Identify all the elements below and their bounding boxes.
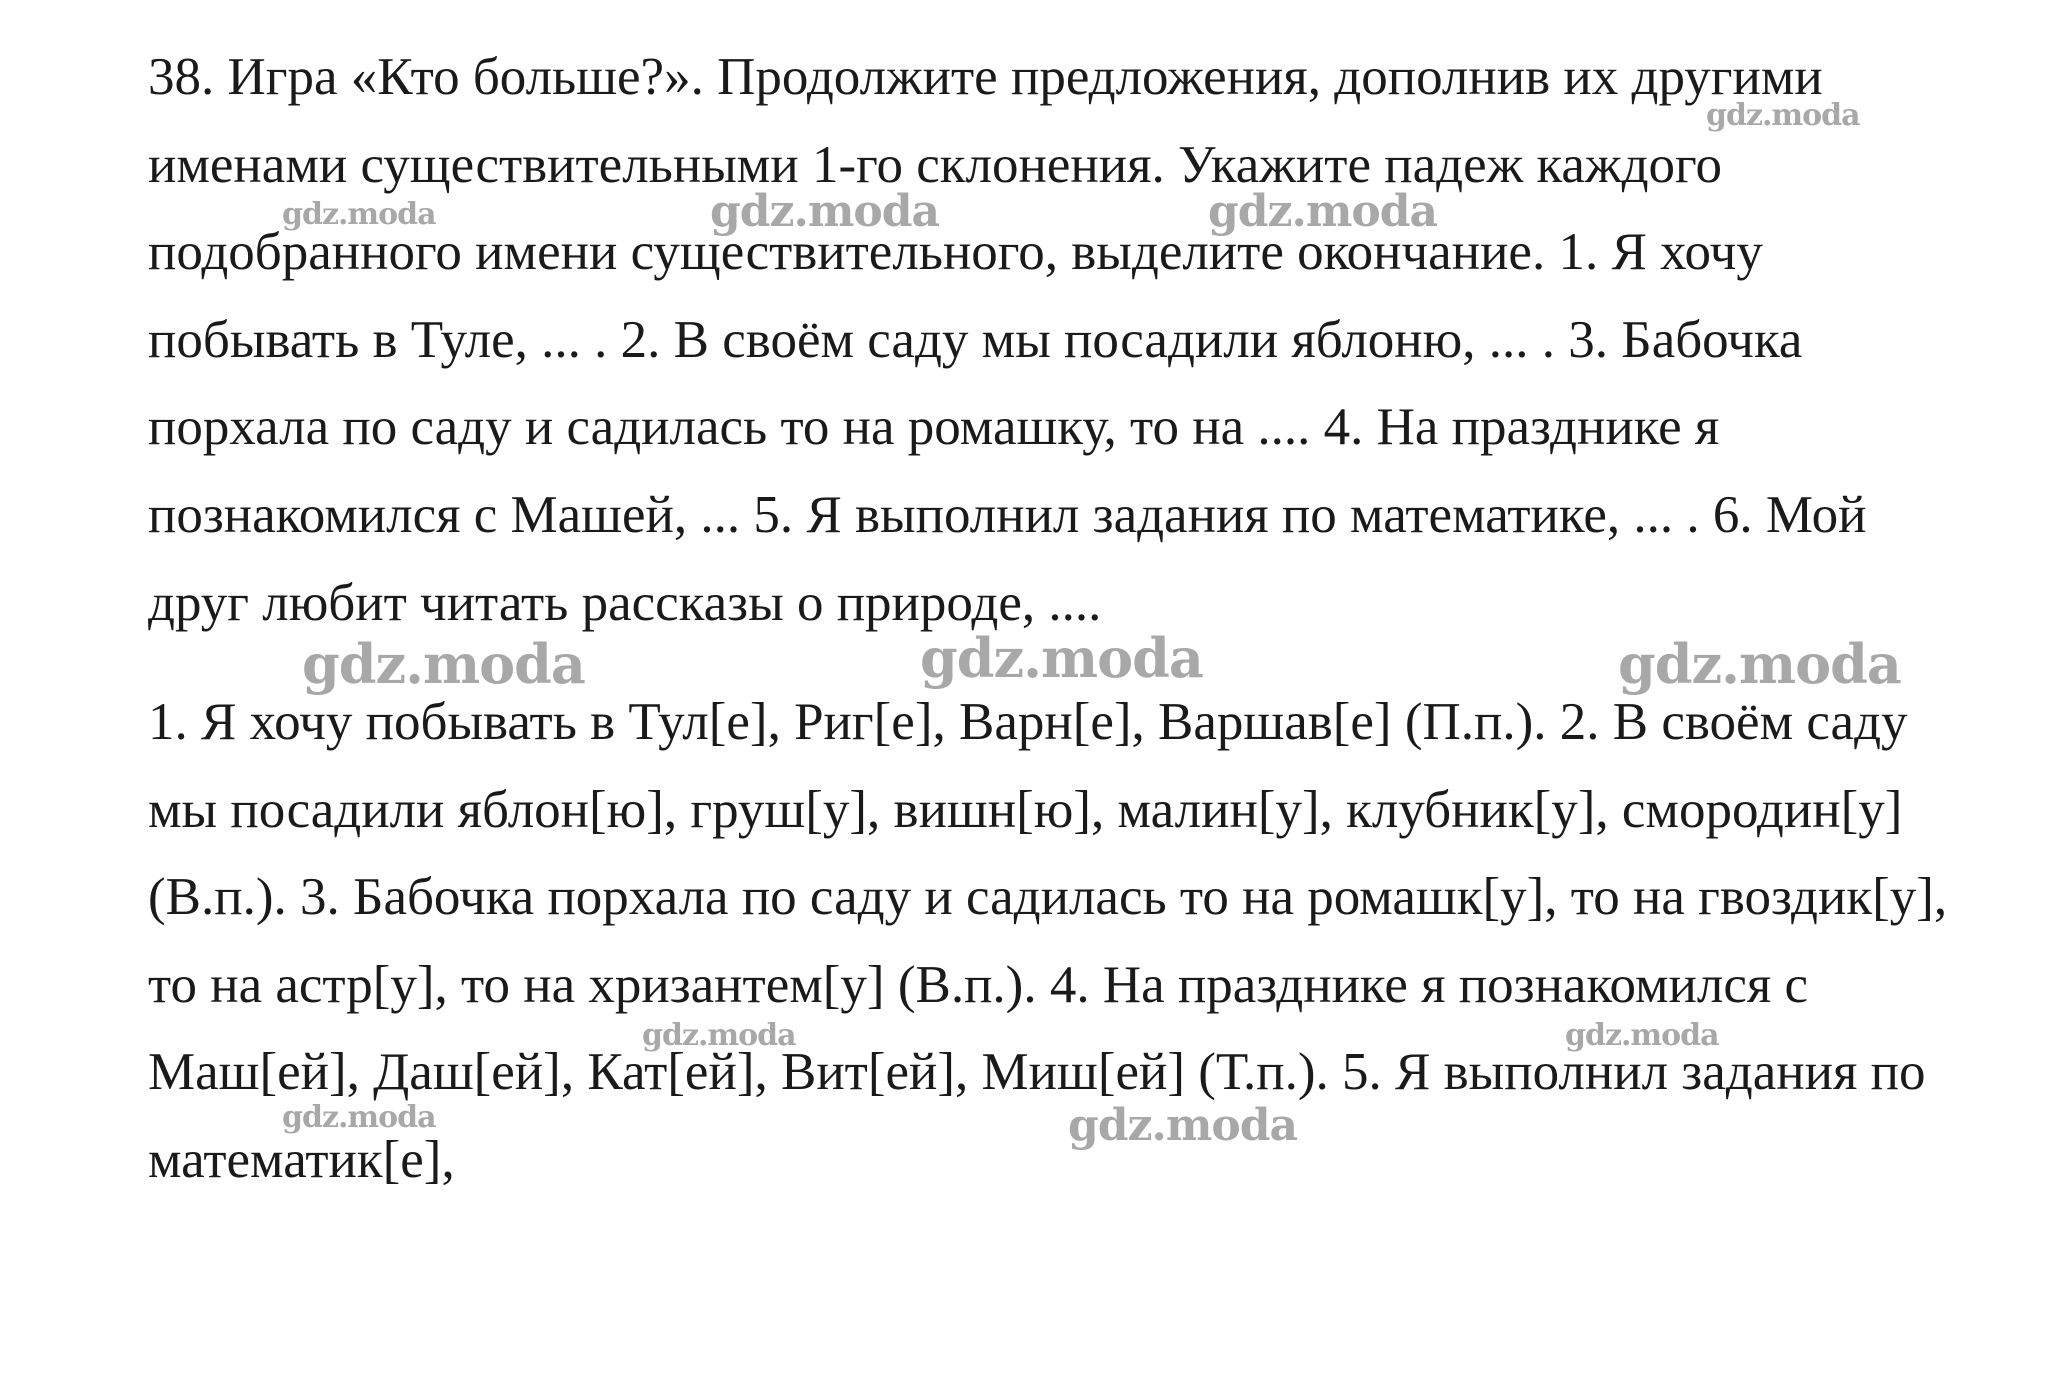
watermark: gdz.moda <box>302 632 585 696</box>
answer-text: 1. Я хочу побывать в Тул[е], Риг[е], Варн[е], Варшав[е] (П.п.). 2. В своём саду мы посадили яблон[ю], груш[у], вишн[ю], малин[у], клубник[у], смородин[у] (В.п.). 3. Бабочка порхала по саду и садилась то на ромашк[у], то на гвоздик[у], то на астр[у], то на хризантем[у] (В.п.). 4. На празднике я познакомился с Маш[ей], Даш[ей], Кат[ей], Вит[ей], Миш[ей] (Т.п.). 5. Я выполнил задания по математик[е], <box>148 693 1948 1189</box>
watermark: gdz.moda <box>282 1100 436 1135</box>
watermark: gdz.moda <box>1706 98 1860 133</box>
watermark: gdz.moda <box>1208 186 1438 237</box>
watermark: gdz.moda <box>1565 1018 1719 1053</box>
watermark: gdz.moda <box>642 1018 796 1053</box>
task-text: 38. Игра «Кто больше?». Продолжите предложения, дополнив их другими именами существительными 1-го склонения. Укажите падеж каждого подобранного имени существительного, выделите окончание. 1. Я хочу побывать в Туле, ... . 2. В своём саду мы посадили яблоню, ... . 3. Бабочка порхала по саду и садилась то на ромашку, то на .... 4. На празднике я познакомился с Машей, ... 5. Я выполнил задания по математике, ... . 6. Мой друг любит читать рассказы о природе, .... <box>148 48 1867 632</box>
watermark: gdz.moda <box>1068 1100 1298 1151</box>
watermark: gdz.moda <box>1618 632 1901 696</box>
watermark: gdz.moda <box>282 197 436 232</box>
watermark: gdz.moda <box>710 186 940 237</box>
watermark: gdz.moda <box>920 626 1203 690</box>
